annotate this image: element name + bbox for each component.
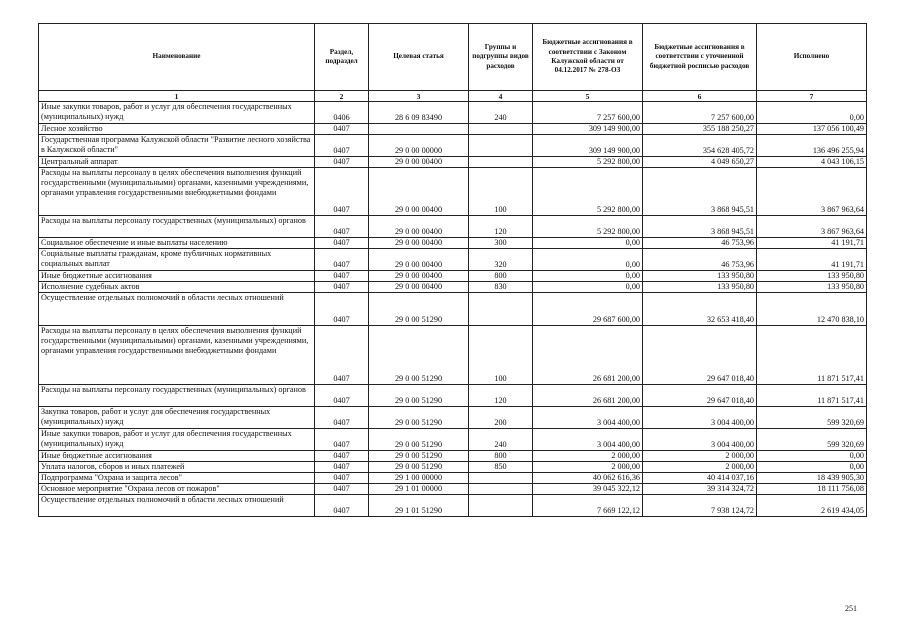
row-target: 29 0 00 00400 bbox=[369, 238, 469, 249]
row-law-amount: 5 292 800,00 bbox=[533, 168, 643, 216]
table-row bbox=[39, 293, 867, 326]
row-refined-amount: 133 950,80 bbox=[643, 271, 757, 282]
table-row bbox=[39, 216, 867, 238]
row-section: 0407 bbox=[315, 216, 369, 238]
row-refined-amount: 32 653 418,40 bbox=[643, 293, 757, 326]
row-target: 29 0 00 51290 bbox=[369, 385, 469, 407]
column-number: 4 bbox=[469, 91, 533, 102]
row-refined-amount: 3 004 400,00 bbox=[643, 429, 757, 451]
row-name: Иные закупки товаров, работ и услуг для обеспечения государственных (муниципальных) нужд bbox=[39, 429, 315, 451]
row-refined-amount: 4 049 650,27 bbox=[643, 157, 757, 168]
row-section: 0407 bbox=[315, 124, 369, 135]
row-target: 29 0 00 00400 bbox=[369, 282, 469, 293]
row-law-amount: 2 000,00 bbox=[533, 451, 643, 462]
row-group bbox=[469, 293, 533, 326]
row-law-amount: 309 149 900,00 bbox=[533, 124, 643, 135]
row-target: 29 0 00 51290 bbox=[369, 462, 469, 473]
row-law-amount: 29 687 600,00 bbox=[533, 293, 643, 326]
row-group: 240 bbox=[469, 429, 533, 451]
row-section: 0407 bbox=[315, 135, 369, 157]
row-section: 0407 bbox=[315, 473, 369, 484]
row-refined-amount: 3 004 400,00 bbox=[643, 407, 757, 429]
row-name: Уплата налогов, сборов и иных платежей bbox=[39, 462, 315, 473]
row-executed-amount: 11 871 517,41 bbox=[757, 326, 867, 385]
row-executed-amount: 2 619 434,05 bbox=[757, 495, 867, 517]
row-refined-amount: 40 414 037,16 bbox=[643, 473, 757, 484]
row-name: Иные бюджетные ассигнования bbox=[39, 271, 315, 282]
row-section: 0407 bbox=[315, 157, 369, 168]
row-target: 29 0 00 51290 bbox=[369, 429, 469, 451]
row-target: 29 0 00 51290 bbox=[369, 293, 469, 326]
row-target: 29 0 00 00400 bbox=[369, 271, 469, 282]
row-refined-amount: 133 950,80 bbox=[643, 282, 757, 293]
row-section: 0407 bbox=[315, 385, 369, 407]
row-group: 830 bbox=[469, 282, 533, 293]
row-law-amount: 0,00 bbox=[533, 249, 643, 271]
table-row bbox=[39, 249, 867, 271]
table-row bbox=[39, 385, 867, 407]
column-number-row bbox=[39, 91, 867, 102]
row-target: 29 1 01 51290 bbox=[369, 495, 469, 517]
column-number: 5 bbox=[533, 91, 643, 102]
row-section: 0407 bbox=[315, 238, 369, 249]
row-executed-amount: 11 871 517,41 bbox=[757, 385, 867, 407]
row-name: Расходы на выплаты персоналу в целях обеспечения выполнения функций государственными (муниципальными) органами, казенными учреждениями, органами управления государственными внебюджетными фондами bbox=[39, 168, 315, 216]
table-row bbox=[39, 429, 867, 451]
row-group: 240 bbox=[469, 102, 533, 124]
row-law-amount: 5 292 800,00 bbox=[533, 216, 643, 238]
row-executed-amount: 3 867 963,64 bbox=[757, 216, 867, 238]
header-groups: Группы и подгруппы видов расходов bbox=[469, 24, 533, 91]
row-target: 29 0 00 51290 bbox=[369, 326, 469, 385]
row-name: Закупка товаров, работ и услуг для обеспечения государственных (муниципальных) нужд bbox=[39, 407, 315, 429]
row-law-amount: 309 149 900,00 bbox=[533, 135, 643, 157]
row-section: 0407 bbox=[315, 282, 369, 293]
row-target: 28 6 09 83490 bbox=[369, 102, 469, 124]
header-executed: Исполнено bbox=[757, 24, 867, 91]
row-target: 29 0 00 00400 bbox=[369, 249, 469, 271]
row-executed-amount: 599 320,69 bbox=[757, 407, 867, 429]
row-name: Исполнение судебных актов bbox=[39, 282, 315, 293]
row-section: 0407 bbox=[315, 429, 369, 451]
row-target: 29 0 00 00400 bbox=[369, 157, 469, 168]
header-refined: Бюджетные ассигнования в соответствии с уточненной бюджетной росписью расходов bbox=[643, 24, 757, 91]
row-group: 120 bbox=[469, 385, 533, 407]
row-executed-amount: 41 191,71 bbox=[757, 249, 867, 271]
table-row bbox=[39, 157, 867, 168]
table-row bbox=[39, 462, 867, 473]
row-law-amount: 0,00 bbox=[533, 282, 643, 293]
row-name: Центральный аппарат bbox=[39, 157, 315, 168]
row-group bbox=[469, 135, 533, 157]
row-refined-amount: 29 647 018,40 bbox=[643, 326, 757, 385]
row-group: 800 bbox=[469, 271, 533, 282]
row-law-amount: 0,00 bbox=[533, 271, 643, 282]
row-law-amount: 40 062 616,36 bbox=[533, 473, 643, 484]
row-refined-amount: 46 753,96 bbox=[643, 238, 757, 249]
row-name: Иные бюджетные ассигнования bbox=[39, 451, 315, 462]
table-row bbox=[39, 282, 867, 293]
row-target: 29 0 00 00400 bbox=[369, 168, 469, 216]
row-section: 0407 bbox=[315, 451, 369, 462]
row-group: 850 bbox=[469, 462, 533, 473]
row-group bbox=[469, 484, 533, 495]
row-refined-amount: 2 000,00 bbox=[643, 462, 757, 473]
row-law-amount: 26 681 200,00 bbox=[533, 326, 643, 385]
row-law-amount: 3 004 400,00 bbox=[533, 429, 643, 451]
row-executed-amount: 0,00 bbox=[757, 102, 867, 124]
header-section: Раздел, подраздел bbox=[315, 24, 369, 91]
row-executed-amount: 18 439 905,30 bbox=[757, 473, 867, 484]
row-group: 100 bbox=[469, 168, 533, 216]
row-law-amount: 7 257 600,00 bbox=[533, 102, 643, 124]
table-row bbox=[39, 238, 867, 249]
row-section: 0406 bbox=[315, 102, 369, 124]
table-row bbox=[39, 326, 867, 385]
row-group: 100 bbox=[469, 326, 533, 385]
column-number: 7 bbox=[757, 91, 867, 102]
table-row bbox=[39, 451, 867, 462]
row-refined-amount: 354 628 405,72 bbox=[643, 135, 757, 157]
row-target: 29 0 00 00000 bbox=[369, 135, 469, 157]
row-law-amount: 3 004 400,00 bbox=[533, 407, 643, 429]
row-executed-amount: 18 111 756,08 bbox=[757, 484, 867, 495]
row-group: 320 bbox=[469, 249, 533, 271]
table-row bbox=[39, 168, 867, 216]
row-name: Расходы на выплаты персоналу государственных (муниципальных) органов bbox=[39, 385, 315, 407]
row-group bbox=[469, 473, 533, 484]
row-group: 800 bbox=[469, 451, 533, 462]
row-group bbox=[469, 495, 533, 517]
row-name: Осуществление отдельных полномочий в области лесных отношений bbox=[39, 293, 315, 326]
row-section: 0407 bbox=[315, 407, 369, 429]
header-name: Наименование bbox=[39, 24, 315, 91]
row-section: 0407 bbox=[315, 326, 369, 385]
row-name: Расходы на выплаты персоналу государственных (муниципальных) органов bbox=[39, 216, 315, 238]
table-body bbox=[39, 102, 867, 517]
row-law-amount: 39 045 322,12 bbox=[533, 484, 643, 495]
row-executed-amount: 41 191,71 bbox=[757, 238, 867, 249]
row-law-amount: 26 681 200,00 bbox=[533, 385, 643, 407]
budget-table bbox=[38, 23, 867, 517]
row-section: 0407 bbox=[315, 249, 369, 271]
row-section: 0407 bbox=[315, 293, 369, 326]
header-row bbox=[39, 24, 867, 91]
row-name: Лесное хозяйство bbox=[39, 124, 315, 135]
row-name: Расходы на выплаты персоналу в целях обеспечения выполнения функций государственными (муниципальными) органами, казенными учреждениями, органами управления государственными внебюджетными фондами bbox=[39, 326, 315, 385]
row-executed-amount: 3 867 963,64 bbox=[757, 168, 867, 216]
row-refined-amount: 2 000,00 bbox=[643, 451, 757, 462]
row-name: Основное мероприятие "Охрана лесов от пожаров" bbox=[39, 484, 315, 495]
row-executed-amount: 12 470 838,10 bbox=[757, 293, 867, 326]
row-group bbox=[469, 157, 533, 168]
row-name: Осуществление отдельных полномочий в области лесных отношений bbox=[39, 495, 315, 517]
row-section: 0407 bbox=[315, 484, 369, 495]
row-target bbox=[369, 124, 469, 135]
row-section: 0407 bbox=[315, 495, 369, 517]
column-number: 1 bbox=[39, 91, 315, 102]
row-refined-amount: 29 647 018,40 bbox=[643, 385, 757, 407]
row-refined-amount: 39 314 324,72 bbox=[643, 484, 757, 495]
row-law-amount: 0,00 bbox=[533, 238, 643, 249]
row-executed-amount: 137 056 100,49 bbox=[757, 124, 867, 135]
row-law-amount: 5 292 800,00 bbox=[533, 157, 643, 168]
row-group: 300 bbox=[469, 238, 533, 249]
table-row bbox=[39, 271, 867, 282]
row-refined-amount: 7 938 124,72 bbox=[643, 495, 757, 517]
row-target: 29 0 00 00400 bbox=[369, 216, 469, 238]
row-law-amount: 2 000,00 bbox=[533, 462, 643, 473]
row-group: 200 bbox=[469, 407, 533, 429]
row-refined-amount: 3 868 945,51 bbox=[643, 216, 757, 238]
row-executed-amount: 599 320,69 bbox=[757, 429, 867, 451]
row-refined-amount: 355 188 250,27 bbox=[643, 124, 757, 135]
row-name: Социальные выплаты гражданам, кроме публичных нормативных социальных выплат bbox=[39, 249, 315, 271]
row-name: Государственная программа Калужской области "Развитие лесного хозяйства в Калужской области" bbox=[39, 135, 315, 157]
row-refined-amount: 7 257 600,00 bbox=[643, 102, 757, 124]
row-executed-amount: 133 950,80 bbox=[757, 282, 867, 293]
column-number: 2 bbox=[315, 91, 369, 102]
table-row bbox=[39, 102, 867, 124]
column-number: 6 bbox=[643, 91, 757, 102]
row-executed-amount: 4 043 106,15 bbox=[757, 157, 867, 168]
row-section: 0407 bbox=[315, 271, 369, 282]
table-row bbox=[39, 495, 867, 517]
row-executed-amount: 133 950,80 bbox=[757, 271, 867, 282]
row-name: Социальное обеспечение и иные выплаты населению bbox=[39, 238, 315, 249]
column-number: 3 bbox=[369, 91, 469, 102]
header-target: Целевая статья bbox=[369, 24, 469, 91]
row-section: 0407 bbox=[315, 462, 369, 473]
row-law-amount: 7 669 122,12 bbox=[533, 495, 643, 517]
header-law: Бюджетные ассигнования в соответствии с Законом Калужской области от 04.12.2017 № 278-ОЗ bbox=[533, 24, 643, 91]
table-row bbox=[39, 135, 867, 157]
row-section: 0407 bbox=[315, 168, 369, 216]
table-row bbox=[39, 124, 867, 135]
row-name: Иные закупки товаров, работ и услуг для обеспечения государственных (муниципальных) нужд bbox=[39, 102, 315, 124]
table-row bbox=[39, 484, 867, 495]
row-group: 120 bbox=[469, 216, 533, 238]
row-target: 29 0 00 51290 bbox=[369, 407, 469, 429]
row-refined-amount: 46 753,96 bbox=[643, 249, 757, 271]
row-target: 29 1 01 00000 bbox=[369, 484, 469, 495]
row-group bbox=[469, 124, 533, 135]
page-number: 251 bbox=[845, 604, 857, 613]
row-target: 29 0 00 51290 bbox=[369, 451, 469, 462]
row-target: 29 1 00 00000 bbox=[369, 473, 469, 484]
row-executed-amount: 0,00 bbox=[757, 462, 867, 473]
table-row bbox=[39, 473, 867, 484]
row-executed-amount: 136 496 255,94 bbox=[757, 135, 867, 157]
row-name: Подпрограмма "Охрана и защита лесов" bbox=[39, 473, 315, 484]
table-row bbox=[39, 407, 867, 429]
row-refined-amount: 3 868 945,51 bbox=[643, 168, 757, 216]
row-executed-amount: 0,00 bbox=[757, 451, 867, 462]
